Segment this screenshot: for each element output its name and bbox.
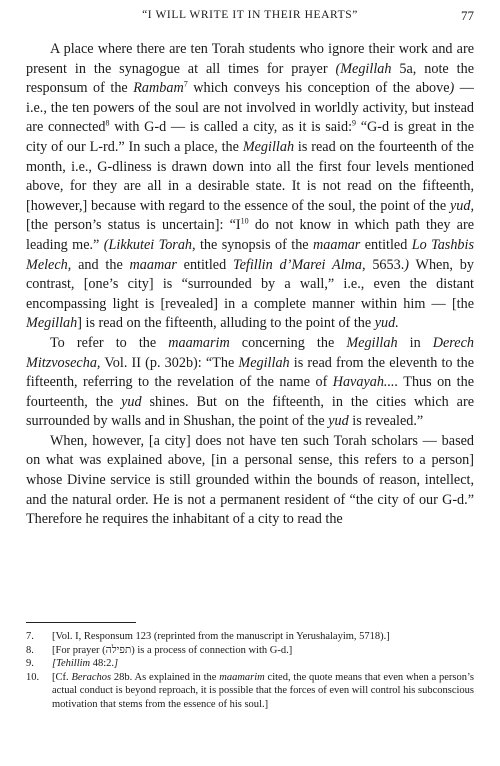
italic-text: yud [121,393,142,410]
text-run: with G-d — is called a city, as it is said: [109,119,353,136]
body-text [26,40,474,530]
footnote [26,671,474,712]
text-run: “G-d is great in the city of our L-rd.” In such a place, the [26,119,475,155]
page-number: 77 [461,8,474,23]
text-run: 5653. [365,256,405,273]
text-run: entitled [176,256,234,273]
text-run: When, by contrast, [one’s city] is “surrounded by a wall,” i.e., even the distant encompassing light is [revealed] in a complete manner within him — [the [26,256,474,312]
italic-text: (Megillah [335,60,392,77]
italic-text: yud, [449,197,474,214]
text-run: [For prayer (תפילה) is a process of connection with G-d.] [52,644,293,656]
text-run: When, however, [a city] does not have ten such Torah scholars — based on what was explained above, [in a personal sense, this refers to a person] whose Divine service is still grounded within the bounds of reason, intellect, and the natural order. He is not a permanent resident of “the city of our G-d.” Therefore he requires the inhabitant of a city to read the [26,432,474,528]
text-run: ] is read on the fifteenth, alluding to the point of the [77,315,375,332]
italic-text: Megillah [242,138,295,155]
text-run: is read from the eleventh to the fifteenth, referring to the revelation of the name of [26,354,474,391]
italic-text: (Likkutei Torah, [103,236,196,253]
italic-text: [Tehillim [52,658,91,670]
italic-text: maamar [313,236,361,253]
text-run: [Cf. [52,671,72,683]
paragraph [26,334,474,432]
text-run: is read on the fourteenth of the month, i.e., G-dliness is drawn down into all the first four levels mentioned above, for they are all in a desirable state. It is not read on the fifteenth, [however,] because with regard to the essence of the soul, the point of the [26,138,474,214]
text-run: — i.e., the ten powers of the soul are not involved in worldly activity, but instead are connected [26,80,474,136]
note-reference: 8 [105,118,110,128]
text-run: the synopsis of the [195,236,314,253]
running-title: “I WILL WRITE IT IN THEIR HEARTS” [142,9,358,21]
italic-text: Megillah [346,334,398,351]
running-header [26,8,474,26]
text-run: and the [71,256,130,273]
italic-text: maamarim [168,334,230,351]
italic-text: Megillah [238,354,290,371]
italic-text: yud [328,413,349,430]
text-run: [the person’s status is uncertain]: “I [26,217,241,234]
italic-text: Havayah.... [332,374,399,391]
footnote [26,630,474,644]
text-run: shines. But on the fifteenth, in the cities which are surrounded by walls and in Shushan, the point of the [26,393,474,430]
italic-text: ) [404,256,409,273]
footnotes [26,630,474,712]
italic-text: Lo Tashbis Melech, [26,236,474,273]
footnote-number: 8. [26,644,34,656]
footnote-number: 9. [26,658,34,670]
text-run: is revealed.” [348,413,424,430]
text-run: Vol. II (p. 302b): “The [100,354,239,371]
note-reference: 7 [183,79,188,89]
text-run: [Vol. I, Responsum 123 (reprinted from the manuscript in Yerushalayim, 5718).] [52,631,390,642]
footnote-text [52,630,474,644]
text-run: To refer to the [50,334,169,351]
text-run: which conveys his conception of the above [187,80,450,97]
footnote-number: 7. [26,631,34,642]
text-run: cited, the quote means that even when a person’s actual conduct is beyond reproach, it is possible that the forces of even will control his subconscious motivation that stems from the essence of his soul.] [52,671,474,710]
text-run: Thus on the fourteenth, the [26,374,474,410]
text-run: do not know in which path they are leading me.” [26,217,474,253]
italic-text: maamarim [219,671,265,683]
footnote-number: 10. [26,671,40,683]
italic-text: Megillah [26,315,78,332]
note-reference: 9 [352,118,357,128]
footnote-text [52,644,474,658]
paragraph [26,432,474,530]
italic-text: ] [114,658,119,670]
footnote [26,657,474,671]
paragraph [26,40,474,334]
footnote-text [52,657,474,671]
italic-text: Tefillin d’Marei Alma, [233,256,366,273]
footnote-text [52,671,474,712]
italic-text: Berachos [71,671,112,683]
italic-text: maamar [129,256,177,273]
italic-text: yud. [374,315,399,332]
text-run: 28b. As explained in the [111,671,220,683]
text-run: A place where there are ten Torah students who ignore their work and are present in the synagogue at all times for prayer [26,41,474,77]
text-run: 48:2. [90,658,115,670]
text-run: 5a, note the responsum of the [26,60,474,97]
text-run: concerning the [229,334,347,351]
footnote [26,644,474,658]
note-reference: 10 [240,216,249,226]
footnote-rule [26,622,136,623]
italic-text: Rambam [133,80,184,97]
italic-text: ) [449,80,455,97]
italic-text: Derech Mitzvosecha, [26,334,474,371]
text-run: in [397,334,433,351]
text-run: entitled [360,236,412,253]
